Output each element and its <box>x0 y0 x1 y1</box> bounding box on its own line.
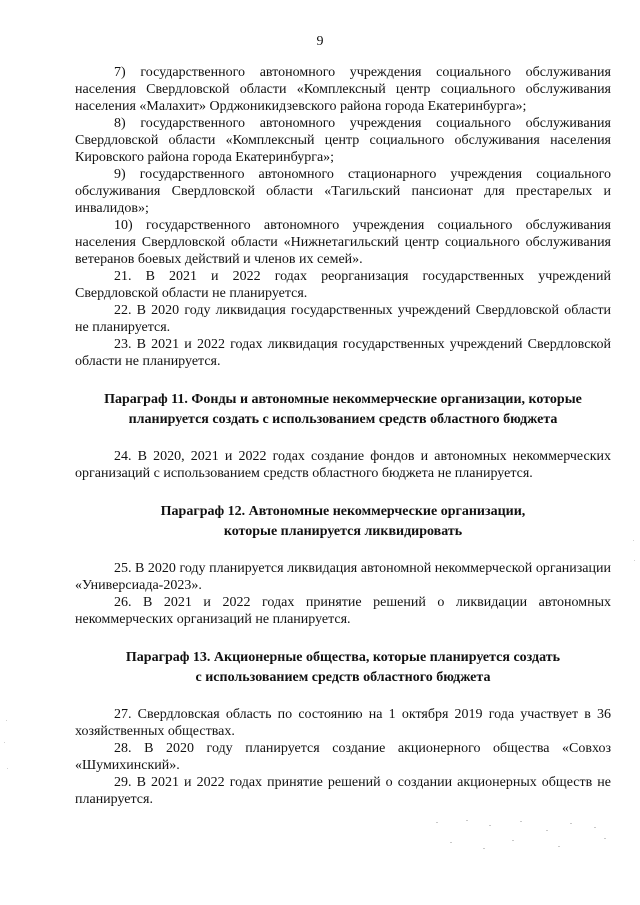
section-13-heading-line2: с использованием средств областного бюджета <box>195 670 491 685</box>
scan-noise-dots <box>428 818 618 858</box>
clause-28: 28. В 2020 году планируется создание акционерного общества «Совхоз «Шумихинский». <box>75 741 611 773</box>
section-12-heading-line2: которые планируется ликвидировать <box>223 524 463 539</box>
clause-23: 23. В 2021 и 2022 годах ликвидация государственных учреждений Свердловской области не планируется. <box>75 337 611 369</box>
section-13-heading <box>75 648 611 688</box>
section-11-heading-line2: планируется создать с использованием средств областного бюджета <box>128 412 558 427</box>
section-11-heading-line1: Параграф 11. Фонды и автономные некоммерческие организации, которые <box>104 392 582 407</box>
section-12-heading <box>75 502 611 542</box>
section-11-heading <box>75 390 611 430</box>
list-item-7: 7) государственного автономного учреждения социального обслуживания населения Свердловской области «Комплексный центр социального обслуживания населения «Малахит» Орджоникидзевского района города Екатеринбурга»; <box>75 65 611 114</box>
document-body <box>75 64 611 808</box>
list-item-8: 8) государственного автономного учреждения социального обслуживания Свердловской области «Комплексный центр социального обслуживания населения Кировского района города Екатеринбурга»; <box>75 116 611 165</box>
clause-25: 25. В 2020 году планируется ликвидация автономной некоммерческой организации «Универсиада-2023». <box>75 561 611 593</box>
clause-27: 27. Свердловская область по состоянию на 1 октября 2019 года участвует в 36 хозяйственных обществах. <box>75 707 611 739</box>
section-12-heading-line1: Параграф 12. Автономные некоммерческие организации, <box>160 504 526 519</box>
clause-22: 22. В 2020 году ликвидация государственных учреждений Свердловской области не планируется. <box>75 303 611 335</box>
clause-21: 21. В 2021 и 2022 годах реорганизация государственных учреждений Свердловской области не планируется. <box>75 269 611 301</box>
list-item-9: 9) государственного автономного стационарного учреждения социального обслуживания Свердловской области «Тагильский пансионат для престарелых и инвалидов»; <box>75 167 611 216</box>
clause-29: 29. В 2021 и 2022 годах принятие решений о создании акционерных обществ не планируется. <box>75 775 611 807</box>
list-item-10: 10) государственного автономного учреждения социального обслуживания населения Свердловской области «Нижнетагильский центр социального обслуживания ветеранов боевых действий и членов их семей». <box>75 218 611 267</box>
page-number: 9 <box>316 34 324 49</box>
clause-24: 24. В 2020, 2021 и 2022 годах создание фондов и автономных некоммерческих организаций с использованием средств областного бюджета не планируется. <box>75 449 611 481</box>
clause-26: 26. В 2021 и 2022 годах принятие решений о ликвидации автономных некоммерческих организаций не планируется. <box>75 595 611 627</box>
section-13-heading-line1: Параграф 13. Акционерные общества, которые планируется создать <box>125 650 561 665</box>
